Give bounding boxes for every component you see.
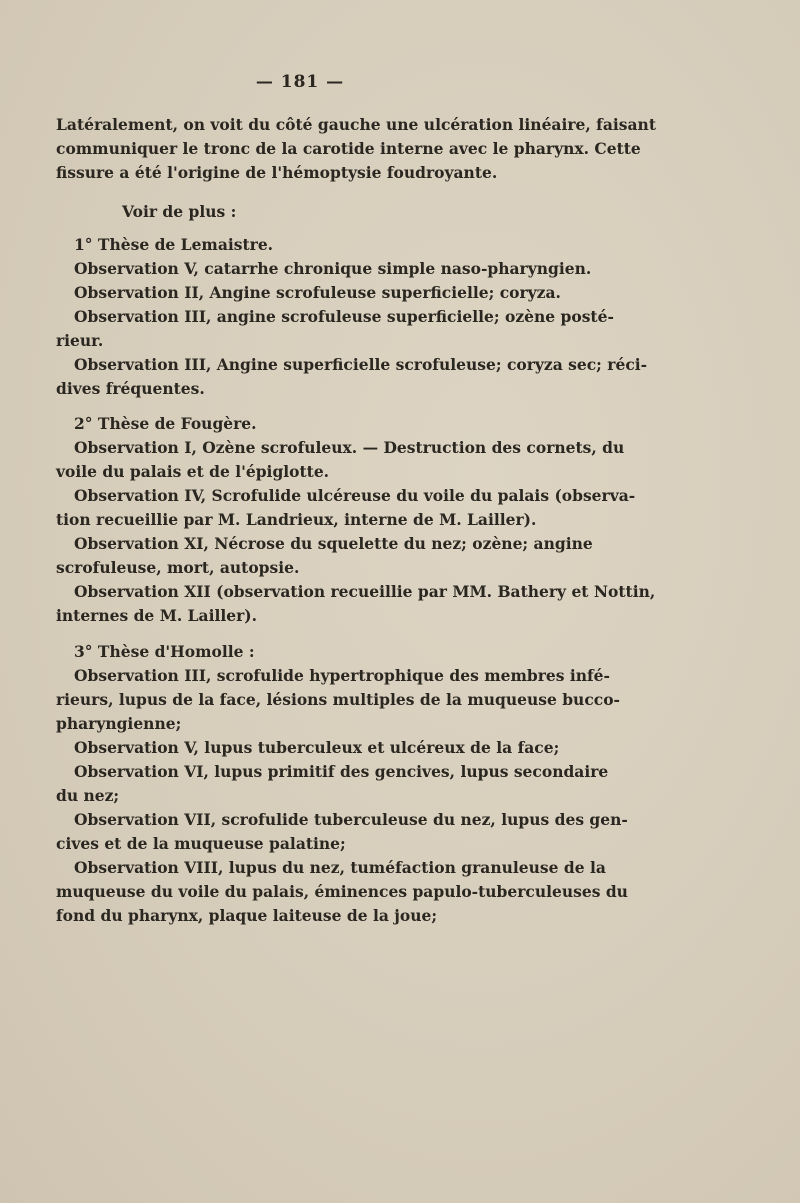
section-fougere (56, 412, 656, 628)
section-lemaistre (56, 233, 648, 401)
text-line: pharyngienne; (56, 714, 182, 733)
text-line: voile du palais et de l'épiglotte. (56, 462, 330, 481)
section-heading: 3° Thèse d'Homolle : (74, 642, 255, 661)
text-line: Observation I, Ozène scrofuleux. — Destruction des cornets, du (74, 438, 625, 457)
text-line: Observation III, Angine superficielle scrofuleuse; coryza sec; réci- (74, 355, 648, 374)
text-line: rieurs, lupus de la face, lésions multiples de la muqueuse bucco- (56, 690, 620, 709)
voir-de-plus (56, 200, 548, 224)
text-line: Observation XII (observation recueillie par MM. Bathery et Nottin, (74, 582, 656, 601)
text-line: Voir de plus : (122, 202, 237, 221)
text-line: fissure a été l'origine de l'hémoptysie foudroyante. (56, 163, 498, 182)
text-line: Observation III, angine scrofuleuse superficielle; ozène posté- (74, 307, 614, 326)
text-line: Observation V, catarrhe chronique simple naso-pharyngien. (74, 259, 592, 278)
section-heading: 2° Thèse de Fougère. (74, 414, 257, 433)
section-heading: 1° Thèse de Lemaistre. (74, 235, 274, 254)
text-line: scrofuleuse, mort, autopsie. (56, 558, 300, 577)
text-line: Observation V, lupus tuberculeux et ulcéreux de la face; (74, 738, 560, 757)
text-line: communiquer le tronc de la carotide interne avec le pharynx. Cette (56, 139, 641, 158)
text-line: muqueuse du voile du palais, éminences papulo-tuberculeuses du (56, 882, 628, 901)
text-line: Observation XI, Nécrose du squelette du nez; ozène; angine (74, 534, 593, 553)
text-line: internes de M. Lailler). (56, 606, 258, 625)
text-line: fond du pharynx, plaque laiteuse de la joue; (56, 906, 438, 925)
text-line: cives et de la muqueuse palatine; (56, 834, 346, 853)
section-homolle (56, 640, 628, 928)
text-line: Observation IV, Scrofulide ulcéreuse du voile du palais (observa- (74, 486, 636, 505)
text-line: tion recueillie par M. Landrieux, interne de M. Lailler). (56, 510, 537, 529)
intro-paragraph (56, 113, 656, 185)
text-line: du nez; (56, 786, 120, 805)
text-line: Observation VIII, lupus du nez, tuméfaction granuleuse de la (74, 858, 606, 877)
text-line: Observation III, scrofulide hypertrophique des membres infé- (74, 666, 610, 685)
page-number: — 181 — (255, 72, 345, 92)
text-line: Latéralement, on voit du côté gauche une ulcération linéaire, faisant (56, 115, 656, 134)
text-line: Observation VII, scrofulide tuberculeuse du nez, lupus des gen- (74, 810, 628, 829)
text-line: Observation VI, lupus primitif des gencives, lupus secondaire (74, 762, 609, 781)
text-line: dives fréquentes. (56, 379, 205, 398)
text-line: Observation II, Angine scrofuleuse superficielle; coryza. (74, 283, 561, 302)
text-line: rieur. (56, 331, 104, 350)
